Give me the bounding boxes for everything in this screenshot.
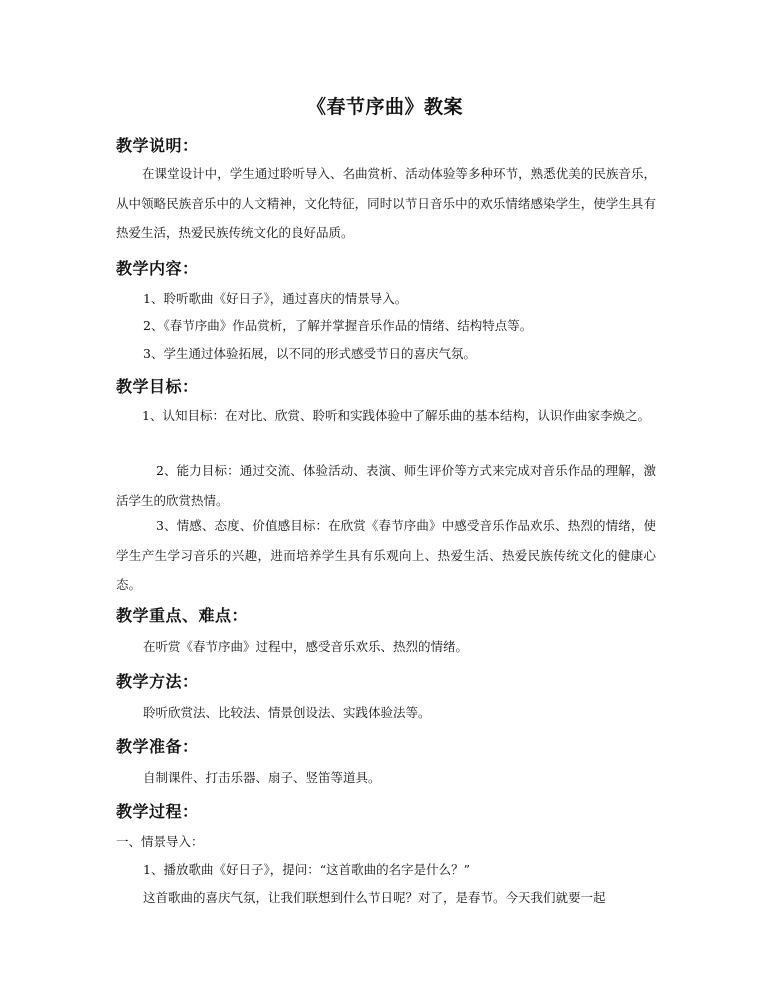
heading-prep: 教学准备： (116, 737, 199, 756)
paragraph-key-points: 在听赏《春节序曲》过程中，感受音乐欢乐、热烈的情绪。 (143, 639, 469, 654)
process-step-1: 一、情景导入： (116, 834, 204, 849)
heading-goals: 教学目标： (116, 377, 199, 396)
goal-item-3: 3、情感、态度、价值感目标：在欣赏《春节序曲》中感受音乐作品欢乐、热烈的情绪，使学生产生学习音乐的兴趣，进而培养学生具有乐观向上、热爱生活、热爱民族传统文化的健康心态。 (116, 518, 656, 592)
process-line-2: 这首歌曲的喜庆气氛，让我们联想到什么节日呢？对了，是春节。今天我们就要一起 (143, 890, 606, 905)
goal-item-1: 1、认知目标：在对比、欣赏、聆听和实践体验中了解乐曲的基本结构，认识作曲家李焕之。 (142, 408, 650, 423)
heading-content: 教学内容： (116, 259, 199, 278)
paragraph-method: 聆听欣赏法、比较法、情景创设法、实践体验法等。 (143, 705, 431, 720)
paragraph-prep: 自制课件、打击乐器、扇子、竖笛等道具。 (143, 770, 381, 785)
heading-method: 教学方法： (116, 672, 199, 691)
goal-item-2: 2、能力目标：通过交流、体验活动、表演、师生评价等方式来完成对音乐作品的理解，激活学生的欣赏热情。 (116, 463, 656, 508)
content-item-3: 3、学生通过体验拓展，以不同的形式感受节日的喜庆气氛。 (143, 346, 476, 361)
heading-key-points: 教学重点、难点： (116, 606, 249, 625)
content-item-2: 2、《春节序曲》作品赏析，了解并掌握音乐作品的情绪、结构特点等。 (143, 318, 533, 333)
heading-process: 教学过程： (116, 802, 199, 821)
heading-explain: 教学说明： (116, 136, 199, 155)
paragraph-explain: 在课堂设计中，学生通过聆听导入、名曲赏析、活动体验等多种环节，熟悉优美的民族音乐，从中领略民族音乐中的人文精神，文化特征，同时以节日音乐中的欢乐情绪感染学生，使学生具有热爱生活，热爱民族传统文化的良好品质。 (116, 166, 656, 240)
process-line-1: 1、播放歌曲《好日子》，提问：“这首歌曲的名字是什么？” (143, 862, 470, 877)
page-title: 《春节序曲》教案 (306, 96, 463, 118)
content-item-1: 1、聆听歌曲《好日子》，通过喜庆的情景导入。 (143, 291, 408, 306)
